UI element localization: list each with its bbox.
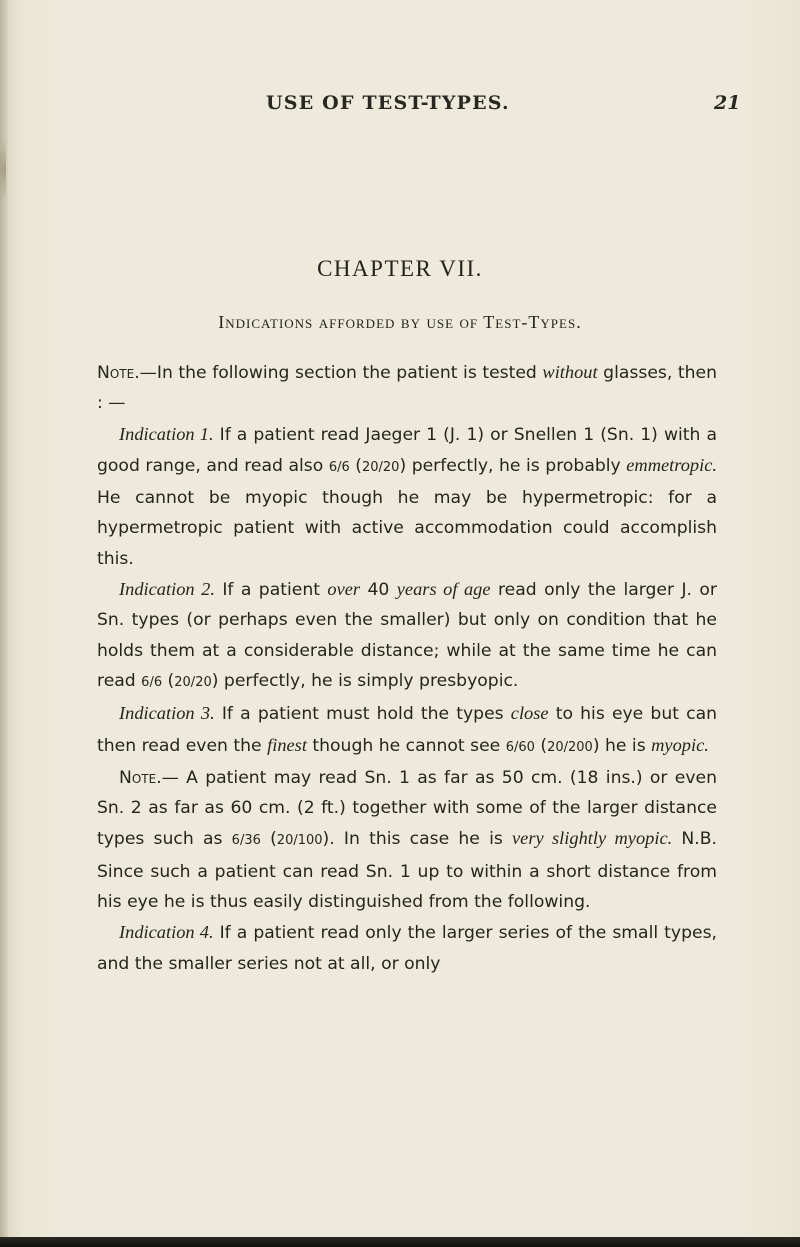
fraction: 6/6	[141, 674, 163, 690]
emphasis-without: without	[542, 362, 598, 382]
fraction: 20/20	[174, 674, 212, 690]
emphasis-years-of-age: years of age	[396, 579, 491, 600]
paragraph-indication-2: Indication 2. If a patient over 40 years of age read only the larger J. or Sn. types (or perhaps even the smaller) but only on condition that he holds them at a considerable distance; while at the same time he can read 6/6 (20/20) perfectly, he is simply presbyopic.	[97, 579, 717, 691]
body-text	[97, 357, 717, 979]
note-label: Note	[119, 767, 157, 788]
fraction: 20/200	[547, 739, 593, 755]
note-label: Note	[97, 363, 135, 383]
emphasis-finest: finest	[267, 734, 307, 755]
emphasis-over: over	[327, 579, 361, 600]
paragraph-indication-3: Indication 3. If a patient must hold the types close to his eye but can then read even the finest though he cannot see 6/60 (20/200) he is myopic.	[97, 703, 717, 756]
page-crease	[0, 140, 6, 200]
fraction: 6/36	[231, 833, 261, 849]
section-heading: Indications afforded by use of Test-Types.	[218, 312, 582, 332]
emphasis-close: close	[510, 703, 549, 724]
fraction: 6/6	[328, 459, 350, 475]
running-head-title: USE OF TEST-TYPES.	[266, 92, 510, 114]
fraction: 20/20	[361, 459, 400, 475]
page-number: 21	[714, 92, 741, 114]
paragraph-note-2: Note.— A patient may read Sn. 1 as far as 50 cm. (18 ins.) or even Sn. 2 as far as 60 cm. (2 ft.) together with some of the larger distance types such as 6/36 (20/100). In this case he is very slightly myopic. N.B. Since such a patient can read Sn. 1 up to within a short distance from his eye he is thus easily distinguished from the following.	[97, 767, 718, 913]
indication-label: Indication 2.	[119, 579, 215, 600]
indication-label: Indication 4.	[119, 922, 214, 943]
page-bottom-edge	[0, 1237, 800, 1247]
running-head	[0, 92, 800, 116]
fraction: 20/100	[276, 833, 323, 849]
chapter-title: CHAPTER VII.	[317, 256, 483, 281]
emphasis-myopic: myopic.	[651, 734, 709, 755]
indication-label: Indication 3.	[119, 703, 215, 724]
paragraph-note-1: Note.—In the following section the patient is tested without glasses, then : —	[97, 362, 717, 414]
emphasis-very-slightly-myopic: very slightly myopic.	[512, 828, 673, 849]
paragraph-indication-1: Indication 1. If a patient read Jaeger 1 (J. 1) or Snellen 1 (Sn. 1) with a good range, and read also 6/6 (20/20) perfectly, he is probably emmetropic. He cannot be myopic though he may be hypermetropic: for a hypermetropic patient with active accommodation could accomplish this.	[97, 423, 717, 569]
indication-label: Indication 1.	[119, 423, 214, 444]
paragraph-indication-4: Indication 4. If a patient read only the larger series of the small types, and the smaller series not at all, or only	[97, 922, 717, 974]
emphasis-emmetropic: emmetropic.	[626, 454, 717, 475]
fraction: 6/60	[505, 739, 535, 755]
